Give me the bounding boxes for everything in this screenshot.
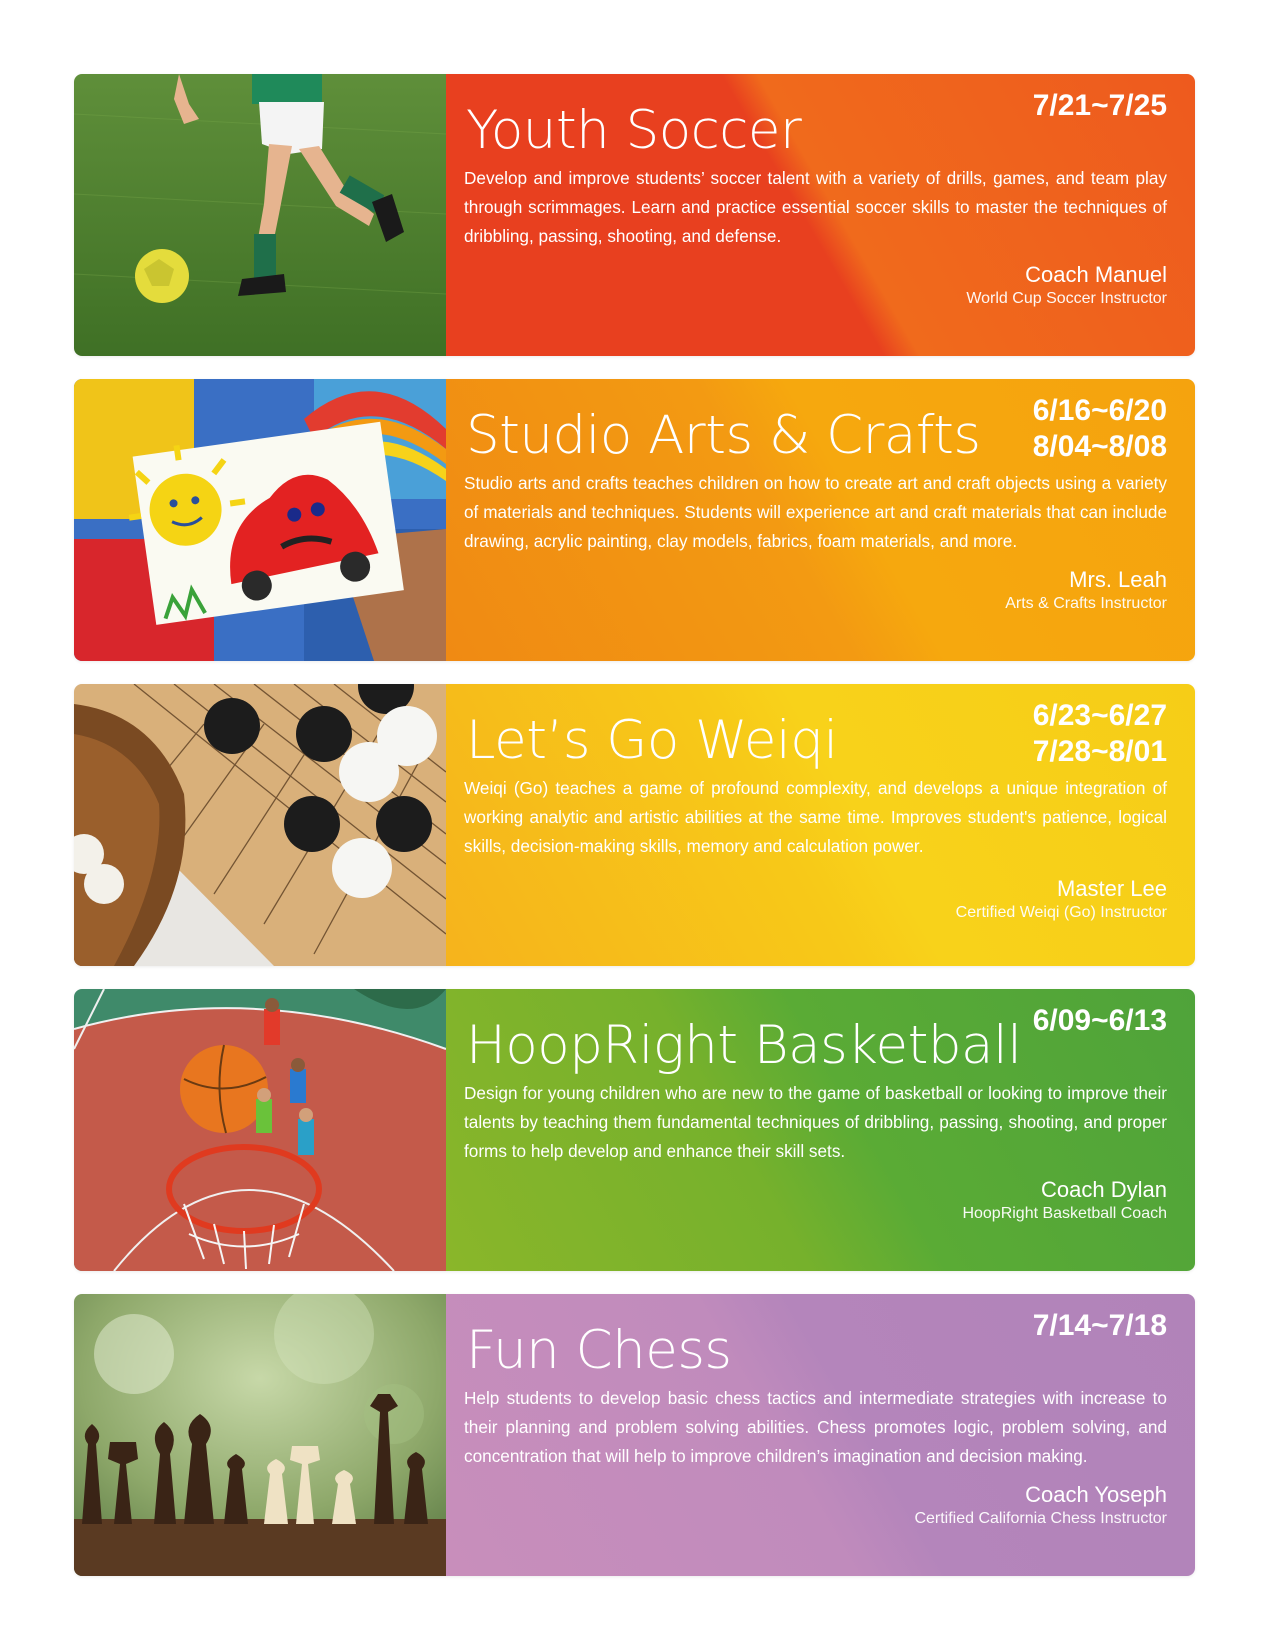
date-range: 7/28~8/01 xyxy=(1032,735,1167,768)
program-dates xyxy=(1033,393,1167,465)
program-info xyxy=(446,1294,1195,1576)
program-dates xyxy=(1033,1003,1167,1039)
program-dates xyxy=(1033,1308,1167,1344)
program-title: HoopRight Basketball xyxy=(466,1015,1022,1076)
coach-role: Certified Weiqi (Go) Instructor xyxy=(955,904,1167,921)
coach-name: Master Lee xyxy=(1056,876,1167,901)
program-info xyxy=(446,379,1195,661)
date-range: 8/04~8/08 xyxy=(1032,430,1167,463)
program-description: Help students to develop basic chess tactics and intermediate strategies with increase to their planning and problem solving abilities. Chess promotes logic, problem solving, and concentration that will help to improve children’s imagination and decision making. xyxy=(464,1388,1167,1466)
coach-name: Coach Dylan xyxy=(1041,1177,1167,1202)
program-card-youth-soccer xyxy=(74,74,1195,356)
date-range: 6/16~6/20 xyxy=(1032,394,1167,427)
program-dates xyxy=(1033,88,1167,124)
chess-pieces-photo xyxy=(74,1294,446,1576)
date-range: 6/09~6/13 xyxy=(1032,1004,1167,1037)
program-title: Fun Chess xyxy=(466,1320,732,1381)
childrens-painting-photo xyxy=(74,379,446,661)
coach-role: World Cup Soccer Instructor xyxy=(966,290,1167,307)
go-board-photo xyxy=(74,684,446,966)
program-title: Let’s Go Weiqi xyxy=(466,710,838,771)
program-description: Weiqi (Go) teaches a game of profound complexity, and develops a unique integration of working analytic and artistic abilities at the same time. Improves student's patience, logical skills, decision-making skills, memory and calculation power. xyxy=(464,778,1167,856)
coach-role: HoopRight Basketball Coach xyxy=(962,1205,1167,1222)
program-description: Design for young children who are new to the game of basketball or looking to improve their talents by teaching them fundamental techniques of dribbling, passing, shooting, and proper forms to help develop and enhance their skill sets. xyxy=(464,1083,1167,1161)
coach-role: Arts & Crafts Instructor xyxy=(1005,595,1167,612)
program-card-weiqi xyxy=(74,684,1195,966)
coach-name: Coach Yoseph xyxy=(1025,1482,1167,1507)
program-info xyxy=(446,989,1195,1271)
date-range: 7/21~7/25 xyxy=(1032,89,1167,122)
program-title: Youth Soccer xyxy=(466,100,802,161)
coach-name: Mrs. Leah xyxy=(1069,567,1167,592)
coach-name: Coach Manuel xyxy=(1025,262,1167,287)
program-description: Studio arts and crafts teaches children on how to create art and craft objects using a variety of materials and techniques. Students will experience art and craft materials that can include drawing, acrylic painting, clay models, fabrics, foam materials, and more. xyxy=(464,473,1167,551)
date-range: 6/23~6/27 xyxy=(1032,699,1167,732)
program-card-arts-crafts xyxy=(74,379,1195,661)
program-description: Develop and improve students’ soccer talent with a variety of drills, games, and team play through scrimmages. Learn and practice essential soccer skills to master the techniques of dribbling, passing, shooting, and defense. xyxy=(464,168,1167,246)
program-dates xyxy=(1033,698,1167,770)
program-card-chess xyxy=(74,1294,1195,1576)
date-range: 7/14~7/18 xyxy=(1032,1309,1167,1342)
coach-role: Certified California Chess Instructor xyxy=(914,1510,1167,1527)
soccer-photo xyxy=(74,74,446,356)
program-info xyxy=(446,684,1195,966)
basketball-court-photo xyxy=(74,989,446,1271)
program-card-basketball xyxy=(74,989,1195,1271)
program-info xyxy=(446,74,1195,356)
program-title: Studio Arts & Crafts xyxy=(466,405,981,466)
